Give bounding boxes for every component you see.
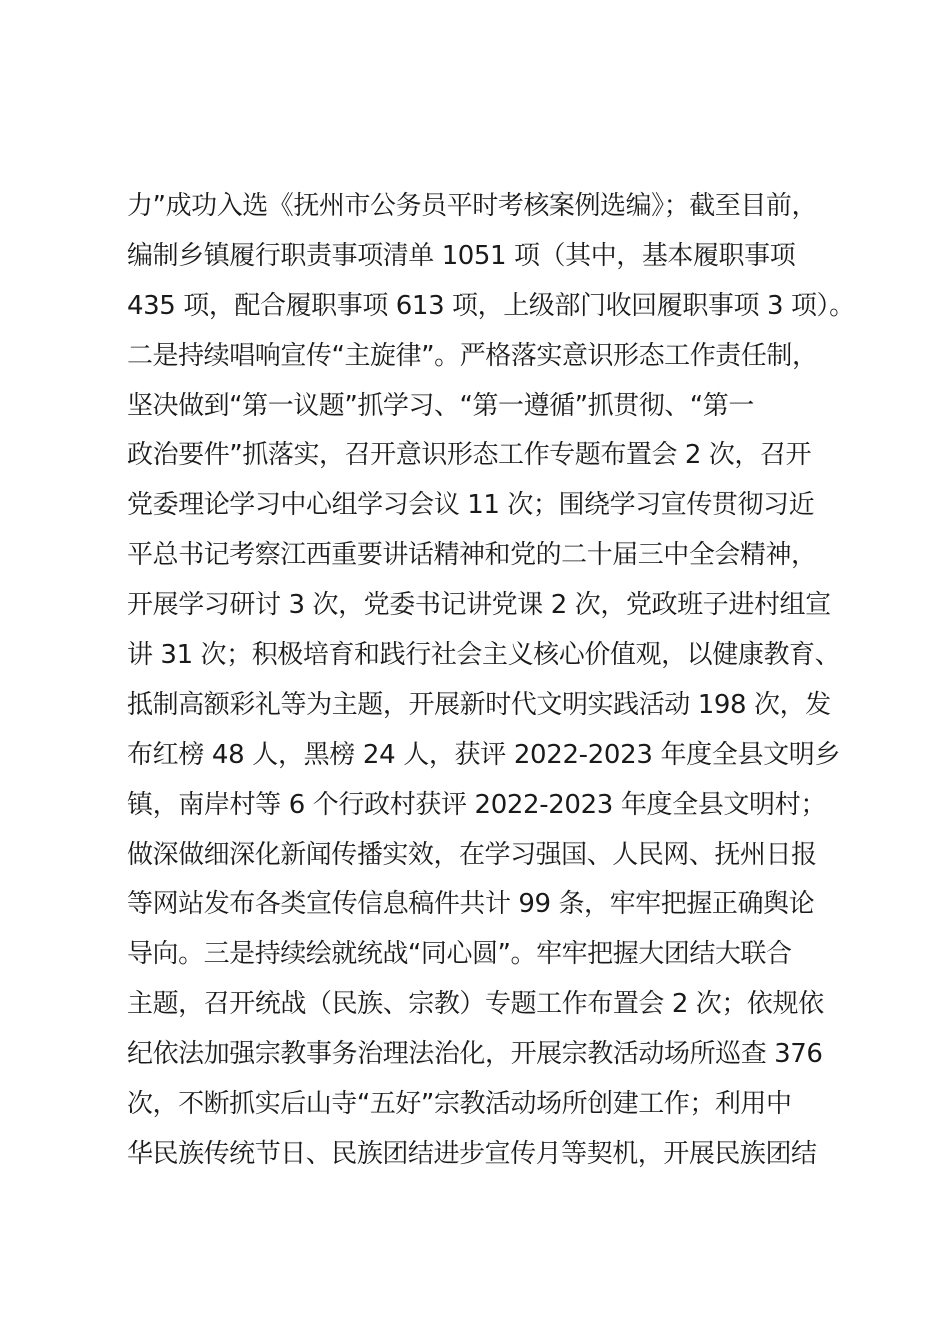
- body-text: [127, 182, 867, 1180]
- text-line: 坚决做到“第一议题”抓学习、“第一遵循”抓贯彻、“第一: [127, 390, 754, 421]
- text-line: 主题，召开统战（民族、宗教）专题工作布置会 2 次；依规依: [127, 989, 824, 1020]
- text-line: 导向。三是持续绘就统战“同心圆”。牢牢把握大团结大联合: [127, 939, 792, 970]
- text-line: 开展学习研讨 3 次，党委书记讲党课 2 次，党政班子进村组宣: [127, 590, 831, 621]
- text-line: 做深做细深化新闻传播实效，在学习强国、人民网、抚州日报: [127, 839, 817, 870]
- text-line: 平总书记考察江西重要讲话精神和党的二十届三中全会精神，: [127, 540, 817, 571]
- text-line: 党委理论学习中心组学习会议 11 次；围绕学习宣传贯彻习近: [127, 490, 815, 521]
- text-line: 政治要件”抓落实，召开意识形态工作专题布置会 2 次，召开: [127, 440, 812, 471]
- text-line: 次，不断抓实后山寺“五好”宗教活动场所创建工作；利用中: [127, 1089, 792, 1120]
- text-line: 布红榜 48 人，黑榜 24 人，获评 2022-2023 年度全县文明乡: [127, 739, 841, 770]
- text-line: 镇，南岸村等 6 个行政村获评 2022-2023 年度全县文明村；: [127, 789, 826, 820]
- text-line: 等网站发布各类宣传信息稿件共计 99 条，牢牢把握正确舆论: [127, 889, 815, 920]
- text-line: 编制乡镇履行职责事项清单 1051 项（其中，基本履职事项: [127, 240, 796, 271]
- text-line: 力”成功入选《抚州市公务员平时考核案例选编》；截至目前，: [127, 191, 818, 221]
- text-line: 二是持续唱响宣传“主旋律”。严格落实意识形态工作责任制，: [127, 340, 818, 371]
- text-line: 纪依法加强宗教事务治理法治化，开展宗教活动场所巡查 376: [127, 1039, 823, 1070]
- text-line: 讲 31 次；积极培育和践行社会主义核心价值观，以健康教育、: [127, 640, 841, 671]
- text-line: 华民族传统节日、民族团结进步宣传月等契机，开展民族团结: [127, 1138, 817, 1169]
- text-line: 435 项，配合履职事项 613 项，上级部门收回履职事项 3 项）。: [127, 290, 855, 321]
- text-line: 抵制高额彩礼等为主题，开展新时代文明实践活动 198 次，发: [127, 689, 831, 720]
